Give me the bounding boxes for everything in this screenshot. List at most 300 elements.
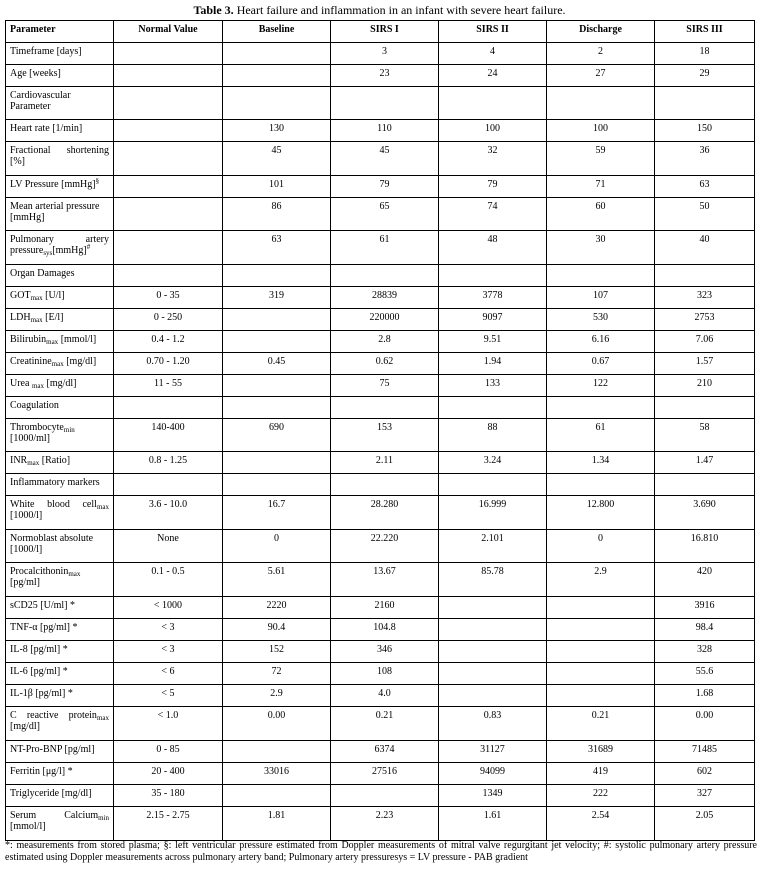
parameter-label: Triglyceride [mg/dl] xyxy=(10,788,92,799)
value-cell xyxy=(547,397,655,419)
parameter-label: Thrombocyte$_{min}$ [1000/ml] xyxy=(10,422,75,444)
value-cell: 29 xyxy=(655,65,755,87)
parameter-label: Serum Calcium$_{min}$ [mmol/l] xyxy=(10,810,109,832)
parameter-cell xyxy=(6,353,114,375)
value-cell: 0.70 - 1.20 xyxy=(114,353,223,375)
value-cell xyxy=(655,397,755,419)
value-cell: < 3 xyxy=(114,619,223,641)
value-cell xyxy=(439,663,547,685)
value-cell xyxy=(439,685,547,707)
value-cell: 1.94 xyxy=(439,353,547,375)
value-cell: 220000 xyxy=(331,309,439,331)
value-cell xyxy=(331,87,439,120)
parameter-label: IL-1β [pg/ml] * xyxy=(10,688,73,699)
table-row xyxy=(6,807,755,841)
parameter-cell xyxy=(6,198,114,231)
parameter-label: NT-Pro-BNP [pg/ml] xyxy=(10,744,95,755)
value-cell: 2.9 xyxy=(547,563,655,597)
value-cell: 0.21 xyxy=(547,707,655,741)
table-row xyxy=(6,663,755,685)
value-cell: 9097 xyxy=(439,309,547,331)
value-cell: 0 xyxy=(547,530,655,563)
value-cell: 530 xyxy=(547,309,655,331)
value-cell: 45 xyxy=(331,142,439,176)
value-cell: 24 xyxy=(439,65,547,87)
parameter-cell xyxy=(6,87,114,120)
value-cell: 3916 xyxy=(655,597,755,619)
value-cell: 328 xyxy=(655,641,755,663)
value-cell: 50 xyxy=(655,198,755,231)
value-cell: < 6 xyxy=(114,663,223,685)
parameter-cell xyxy=(6,419,114,452)
value-cell: 2.8 xyxy=(331,331,439,353)
value-cell: 58 xyxy=(655,419,755,452)
value-cell xyxy=(114,142,223,176)
value-cell: 16.999 xyxy=(439,496,547,530)
value-cell: 104.8 xyxy=(331,619,439,641)
value-cell: 0.62 xyxy=(331,353,439,375)
value-cell: 45 xyxy=(223,142,331,176)
value-cell: 31127 xyxy=(439,741,547,763)
table-row xyxy=(6,597,755,619)
value-cell: 28839 xyxy=(331,287,439,309)
value-cell: 16.7 xyxy=(223,496,331,530)
value-cell: 1.47 xyxy=(655,452,755,474)
value-cell: 690 xyxy=(223,419,331,452)
value-cell xyxy=(547,474,655,496)
value-cell: 86 xyxy=(223,198,331,231)
col-header-normal-value: Normal Value xyxy=(114,21,223,43)
value-cell: 2.11 xyxy=(331,452,439,474)
value-cell: 100 xyxy=(547,120,655,142)
parameter-label: TNF-α [pg/ml] * xyxy=(10,622,78,633)
value-cell xyxy=(439,474,547,496)
value-cell: 0.83 xyxy=(439,707,547,741)
parameter-cell xyxy=(6,474,114,496)
parameter-subscript: max xyxy=(96,503,109,511)
value-cell: 2.54 xyxy=(547,807,655,841)
parameter-cell xyxy=(6,619,114,641)
value-cell: 420 xyxy=(655,563,755,597)
table-row xyxy=(6,563,755,597)
value-cell xyxy=(655,474,755,496)
parameter-label: Age [weeks] xyxy=(10,68,61,79)
value-cell: 22.220 xyxy=(331,530,439,563)
value-cell: 79 xyxy=(439,176,547,198)
value-cell: 0.00 xyxy=(223,707,331,741)
parameter-label: Inflammatory markers xyxy=(10,477,100,488)
data-table xyxy=(5,20,755,841)
value-cell: 20 - 400 xyxy=(114,763,223,785)
table-row xyxy=(6,419,755,452)
parameter-cell xyxy=(6,176,114,198)
parameter-cell xyxy=(6,685,114,707)
parameter-label: Timeframe [days] xyxy=(10,46,82,57)
value-cell: 1.34 xyxy=(547,452,655,474)
table-row xyxy=(6,397,755,419)
value-cell: 31689 xyxy=(547,741,655,763)
value-cell: 0 - 85 xyxy=(114,741,223,763)
col-header-sirs-iii: SIRS III xyxy=(655,21,755,43)
value-cell xyxy=(547,87,655,120)
table-row xyxy=(6,763,755,785)
value-cell: 61 xyxy=(547,419,655,452)
col-header-parameter: Parameter xyxy=(6,21,114,43)
table-row xyxy=(6,452,755,474)
parameter-label: IL-8 [pg/ml] * xyxy=(10,644,68,655)
value-cell xyxy=(114,231,223,265)
value-cell xyxy=(223,87,331,120)
table-row xyxy=(6,641,755,663)
value-cell: 319 xyxy=(223,287,331,309)
parameter-cell xyxy=(6,496,114,530)
value-cell: 85.78 xyxy=(439,563,547,597)
value-cell: 0.67 xyxy=(547,353,655,375)
value-cell: 27516 xyxy=(331,763,439,785)
value-cell xyxy=(439,87,547,120)
value-cell: 59 xyxy=(547,142,655,176)
value-cell: 346 xyxy=(331,641,439,663)
value-cell: 65 xyxy=(331,198,439,231)
value-cell xyxy=(331,785,439,807)
parameter-label: Pulmonary artery pressure$_{sys}$[mmHg]# xyxy=(10,234,109,257)
value-cell: 101 xyxy=(223,176,331,198)
value-cell: 140-400 xyxy=(114,419,223,452)
value-cell xyxy=(223,265,331,287)
value-cell: 2160 xyxy=(331,597,439,619)
parameter-label: sCD25 [U/ml] * xyxy=(10,600,75,611)
value-cell xyxy=(223,331,331,353)
value-cell xyxy=(114,65,223,87)
value-cell: 327 xyxy=(655,785,755,807)
parameter-cell xyxy=(6,397,114,419)
parameter-cell xyxy=(6,309,114,331)
value-cell: 150 xyxy=(655,120,755,142)
parameter-label: White blood cell$_{max}$ [1000/l] xyxy=(10,499,109,521)
value-cell: 32 xyxy=(439,142,547,176)
value-cell: 75 xyxy=(331,375,439,397)
value-cell: 2220 xyxy=(223,597,331,619)
value-cell: 48 xyxy=(439,231,547,265)
value-cell: 133 xyxy=(439,375,547,397)
parameter-cell xyxy=(6,287,114,309)
table-row xyxy=(6,65,755,87)
parameter-subscript: max xyxy=(30,316,43,324)
table-row xyxy=(6,231,755,265)
parameter-cell xyxy=(6,43,114,65)
table-row xyxy=(6,619,755,641)
value-cell: 4 xyxy=(439,43,547,65)
parameter-label: Mean arterial pressure [mmHg] xyxy=(10,201,100,223)
parameter-cell xyxy=(6,231,114,265)
table-footnote: *: measurements from stored plasma; §: left ventricular pressure estimated from Doppler measurements of mitral valve regurgitant jet velocity; #: systolic pulmonary artery pressure estimated using Doppler measurements across pulmonary artery band; Pulmonary artery pressuresys = LV pressure - PAB gradient xyxy=(5,840,757,863)
table-row xyxy=(6,741,755,763)
table-body xyxy=(6,43,755,841)
value-cell: 90.4 xyxy=(223,619,331,641)
value-cell xyxy=(655,87,755,120)
value-cell xyxy=(114,474,223,496)
parameter-subscript: sys xyxy=(43,249,53,257)
parameter-cell xyxy=(6,142,114,176)
value-cell: 108 xyxy=(331,663,439,685)
value-cell: 2.9 xyxy=(223,685,331,707)
value-cell: 6.16 xyxy=(547,331,655,353)
value-cell: 36 xyxy=(655,142,755,176)
value-cell: 2753 xyxy=(655,309,755,331)
value-cell xyxy=(547,685,655,707)
value-cell: 0.4 - 1.2 xyxy=(114,331,223,353)
value-cell: 3.690 xyxy=(655,496,755,530)
value-cell: 18 xyxy=(655,43,755,65)
value-cell: 28.280 xyxy=(331,496,439,530)
parameter-cell xyxy=(6,265,114,287)
value-cell: 2.15 - 2.75 xyxy=(114,807,223,841)
value-cell: 2 xyxy=(547,43,655,65)
value-cell: 1349 xyxy=(439,785,547,807)
value-cell: 7.06 xyxy=(655,331,755,353)
value-cell: 1.61 xyxy=(439,807,547,841)
table-row xyxy=(6,176,755,198)
value-cell xyxy=(223,452,331,474)
parameter-cell xyxy=(6,663,114,685)
value-cell: 12.800 xyxy=(547,496,655,530)
value-cell: 3.6 - 10.0 xyxy=(114,496,223,530)
col-header-sirs-ii: SIRS II xyxy=(439,21,547,43)
value-cell xyxy=(114,87,223,120)
table-row xyxy=(6,43,755,65)
value-cell: 153 xyxy=(331,419,439,452)
table-row xyxy=(6,707,755,741)
value-cell: 210 xyxy=(655,375,755,397)
value-cell: 1.57 xyxy=(655,353,755,375)
parameter-subscript: max xyxy=(27,459,40,467)
parameter-label: Fractional shortening [%] xyxy=(10,145,109,167)
table-row xyxy=(6,142,755,176)
value-cell: 88 xyxy=(439,419,547,452)
value-cell: 33016 xyxy=(223,763,331,785)
value-cell: 94099 xyxy=(439,763,547,785)
value-cell: 71 xyxy=(547,176,655,198)
value-cell xyxy=(114,43,223,65)
value-cell xyxy=(439,619,547,641)
value-cell xyxy=(114,265,223,287)
parameter-label: Normoblast absolute [1000/l] xyxy=(10,533,94,555)
value-cell: 13.67 xyxy=(331,563,439,597)
parameter-subscript: min xyxy=(63,426,75,434)
value-cell: 0.21 xyxy=(331,707,439,741)
value-cell: 107 xyxy=(547,287,655,309)
value-cell xyxy=(439,597,547,619)
table-row xyxy=(6,375,755,397)
parameter-cell xyxy=(6,65,114,87)
parameter-label: Coagulation xyxy=(10,400,59,411)
value-cell: 3778 xyxy=(439,287,547,309)
parameter-cell xyxy=(6,530,114,563)
value-cell: < 1.0 xyxy=(114,707,223,741)
value-cell xyxy=(223,741,331,763)
value-cell xyxy=(223,375,331,397)
parameter-label: IL-6 [pg/ml] * xyxy=(10,666,68,677)
parameter-subscript: min xyxy=(98,814,109,822)
value-cell xyxy=(223,785,331,807)
value-cell xyxy=(331,474,439,496)
value-cell: < 1000 xyxy=(114,597,223,619)
table-row xyxy=(6,265,755,287)
parameter-label: Cardiovascular Parameter xyxy=(10,90,71,112)
value-cell xyxy=(114,176,223,198)
value-cell: < 5 xyxy=(114,685,223,707)
parameter-subscript: max xyxy=(30,294,43,302)
value-cell: 27 xyxy=(547,65,655,87)
value-cell: 35 - 180 xyxy=(114,785,223,807)
table-row xyxy=(6,353,755,375)
value-cell: < 3 xyxy=(114,641,223,663)
value-cell: 9.51 xyxy=(439,331,547,353)
value-cell xyxy=(331,265,439,287)
parameter-subscript: max xyxy=(96,714,109,722)
value-cell: 0.45 xyxy=(223,353,331,375)
table-row xyxy=(6,530,755,563)
value-cell xyxy=(114,120,223,142)
col-header-baseline: Baseline xyxy=(223,21,331,43)
value-cell xyxy=(547,597,655,619)
value-cell: 3 xyxy=(331,43,439,65)
table-row xyxy=(6,685,755,707)
table-row xyxy=(6,87,755,120)
parameter-cell xyxy=(6,375,114,397)
value-cell: 71485 xyxy=(655,741,755,763)
value-cell: 30 xyxy=(547,231,655,265)
parameter-cell xyxy=(6,741,114,763)
parameter-cell xyxy=(6,597,114,619)
header-row xyxy=(6,21,755,43)
value-cell xyxy=(547,265,655,287)
col-header-sirs-i: SIRS I xyxy=(331,21,439,43)
parameter-cell xyxy=(6,707,114,741)
table-caption-text: Heart failure and inflammation in an infant with severe heart failure. xyxy=(233,3,566,17)
value-cell: 23 xyxy=(331,65,439,87)
parameter-superscript: # xyxy=(86,243,91,251)
parameter-subscript: max xyxy=(51,360,64,368)
value-cell: 152 xyxy=(223,641,331,663)
value-cell xyxy=(547,663,655,685)
value-cell xyxy=(223,474,331,496)
value-cell xyxy=(223,309,331,331)
value-cell: 0 - 250 xyxy=(114,309,223,331)
value-cell: 222 xyxy=(547,785,655,807)
value-cell: 0 - 35 xyxy=(114,287,223,309)
value-cell: 3.24 xyxy=(439,452,547,474)
parameter-subscript: max xyxy=(46,338,59,346)
value-cell: 602 xyxy=(655,763,755,785)
table-row xyxy=(6,198,755,231)
col-header-discharge: Discharge xyxy=(547,21,655,43)
value-cell xyxy=(223,43,331,65)
parameter-label: Ferritin [μg/l] * xyxy=(10,766,73,777)
value-cell: 122 xyxy=(547,375,655,397)
value-cell: 55.6 xyxy=(655,663,755,685)
parameter-cell xyxy=(6,452,114,474)
value-cell: 4.0 xyxy=(331,685,439,707)
value-cell xyxy=(331,397,439,419)
parameter-label: Organ Damages xyxy=(10,268,75,279)
parameter-label: $GOT_{max}$ [U/l] xyxy=(10,290,65,302)
value-cell: 0.00 xyxy=(655,707,755,741)
value-cell xyxy=(223,65,331,87)
value-cell: 63 xyxy=(655,176,755,198)
value-cell: 11 - 55 xyxy=(114,375,223,397)
value-cell xyxy=(439,265,547,287)
value-cell: 0 xyxy=(223,530,331,563)
value-cell: 130 xyxy=(223,120,331,142)
parameter-cell xyxy=(6,120,114,142)
value-cell: 2.23 xyxy=(331,807,439,841)
value-cell: 72 xyxy=(223,663,331,685)
parameter-cell xyxy=(6,807,114,841)
value-cell: 110 xyxy=(331,120,439,142)
parameter-cell xyxy=(6,785,114,807)
value-cell: 79 xyxy=(331,176,439,198)
parameter-label: Bilirubin$_{max}$ [mmol/l] xyxy=(10,334,97,346)
value-cell: 1.81 xyxy=(223,807,331,841)
table-row xyxy=(6,120,755,142)
parameter-cell xyxy=(6,563,114,597)
value-cell: 40 xyxy=(655,231,755,265)
parameter-subscript: max xyxy=(31,382,44,390)
value-cell: 0.8 - 1.25 xyxy=(114,452,223,474)
table-row xyxy=(6,331,755,353)
parameter-label: Urea $_{max}$ [mg/dl] xyxy=(10,378,77,390)
value-cell: 100 xyxy=(439,120,547,142)
value-cell: 74 xyxy=(439,198,547,231)
parameter-label: Heart rate [1/min] xyxy=(10,123,83,134)
value-cell: 6374 xyxy=(331,741,439,763)
table-row xyxy=(6,309,755,331)
value-cell: 419 xyxy=(547,763,655,785)
table-row xyxy=(6,474,755,496)
table-caption-label: Table 3. xyxy=(193,3,234,17)
value-cell: 323 xyxy=(655,287,755,309)
value-cell xyxy=(114,397,223,419)
value-cell: 16.810 xyxy=(655,530,755,563)
value-cell xyxy=(547,619,655,641)
value-cell xyxy=(655,265,755,287)
parameter-cell xyxy=(6,331,114,353)
parameter-label: Procalcithonin$_{max}$ [pg/ml] xyxy=(10,566,81,588)
value-cell: 2.101 xyxy=(439,530,547,563)
parameter-cell xyxy=(6,641,114,663)
parameter-label: Creatinine$_{max}$ [mg/dl] xyxy=(10,356,97,368)
value-cell: 5.61 xyxy=(223,563,331,597)
parameter-cell xyxy=(6,763,114,785)
parameter-subscript: max xyxy=(68,570,81,578)
value-cell xyxy=(547,641,655,663)
value-cell: 60 xyxy=(547,198,655,231)
value-cell: 1.68 xyxy=(655,685,755,707)
parameter-label: $INR_{max}$ [Ratio] xyxy=(10,455,71,467)
value-cell xyxy=(439,397,547,419)
value-cell xyxy=(223,397,331,419)
value-cell: 63 xyxy=(223,231,331,265)
table-row xyxy=(6,785,755,807)
value-cell: 61 xyxy=(331,231,439,265)
table-caption xyxy=(0,0,759,20)
value-cell: 98.4 xyxy=(655,619,755,641)
value-cell xyxy=(114,198,223,231)
parameter-label: C reactive protein$_{max}$ [mg/dl] xyxy=(10,710,109,732)
value-cell xyxy=(439,641,547,663)
table-row xyxy=(6,287,755,309)
